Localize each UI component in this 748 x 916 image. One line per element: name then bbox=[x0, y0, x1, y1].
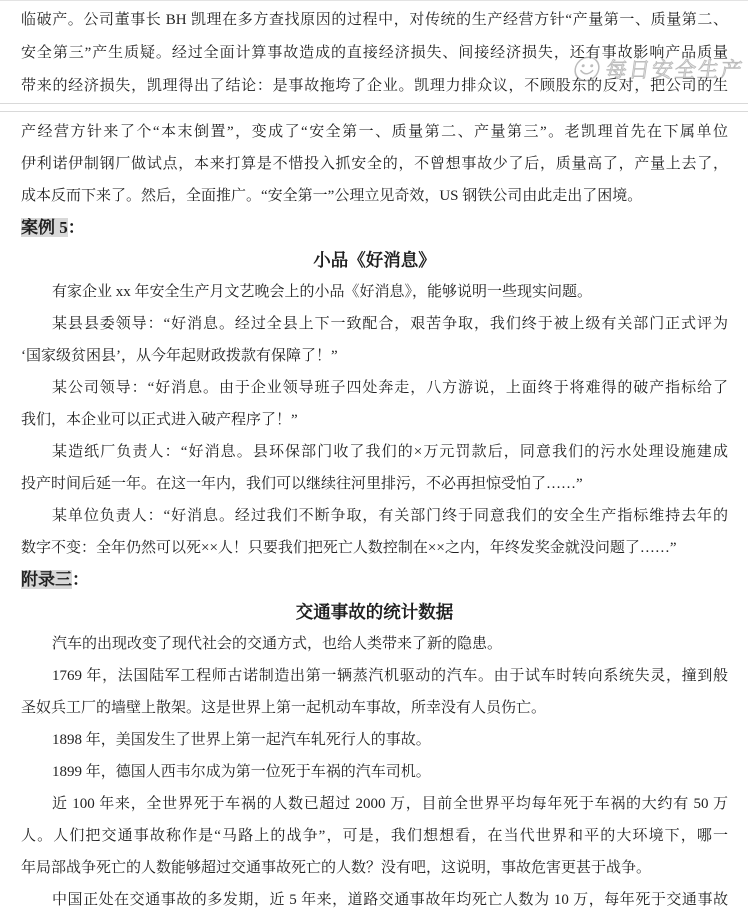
document-content bbox=[0, 1, 748, 916]
stats-heading: 交通事故的统计数据 bbox=[295, 602, 454, 622]
text-line: 临破产。公司董事长 BH 凯理在多方查找原因的过程中，对传统的生产经营方针“产量第一、质量第二、 bbox=[21, 12, 728, 28]
text-line: 1898 年，美国发生了世界上第一起汽车轧死行人的事故。 bbox=[52, 732, 431, 748]
text-line: 投产时间后延一年。在这一年内，我们可以继续往河里排污，不必再担惊受怕了……” bbox=[21, 476, 583, 492]
text-line: 近 100 年来，全世界死于车祸的人数已超过 2000 万，目前全世界平均每年死于车祸的大约有 50 万 bbox=[52, 796, 728, 812]
skit-heading: 小品《好消息》 bbox=[313, 250, 436, 270]
text-line: 产经营方针来了个“本末倒置”，变成了“安全第一、质量第二、产量第三”。老凯理首先在下属单位 bbox=[21, 124, 728, 140]
text-line: 安全第三”产生质疑。经过全面计算事故造成的直接经济损失、间接经济损失，还有事故影响产品质量 bbox=[21, 45, 728, 61]
appendix-label-line bbox=[21, 564, 728, 596]
text-line: 某公司领导：“好消息。由于企业领导班子四处奔走，八方游说，上面终于将难得的破产指标给了 bbox=[52, 380, 728, 396]
page-divider bbox=[0, 103, 748, 112]
text-line: 人。人们把交通事故称作是“马路上的战争”，可是，我们想想看，在当代世界和平的大环境下，哪一 bbox=[21, 828, 728, 844]
text-line: 某县县委领导：“好消息。经过全县上下一致配合，艰苦争取，我们终于被上级有关部门正式评为 bbox=[52, 316, 728, 332]
text-line: 某造纸厂负责人：“好消息。县环保部门收了我们的×万元罚款后，同意我们的污水处理设施建成 bbox=[52, 444, 728, 460]
case5-label-line bbox=[21, 212, 728, 244]
text-line: 年局部战争死亡的人数能够超过交通事故死亡的人数？没有吧，这说明，事故危害更甚于战争。 bbox=[21, 860, 652, 876]
text-line: 伊利诺伊制钢厂做试点，本来打算是不惜投入抓安全的，不曾想事故少了后，质量高了，产量上去了， bbox=[21, 156, 728, 172]
text-line: 1899 年，德国人西韦尔成为第一位死于车祸的汽车司机。 bbox=[52, 764, 431, 780]
text-line: 有家企业 xx 年安全生产月文艺晚会上的小品《好消息》，能够说明一些现实问题。 bbox=[52, 284, 593, 300]
text-line: 汽车的出现改变了现代社会的交通方式，也给人类带来了新的隐患。 bbox=[52, 636, 503, 652]
text-line: 某单位负责人：“好消息。经过我们不断争取，有关部门终于同意我们的安全生产指标维持去年的 bbox=[52, 508, 728, 524]
case5-colon: ： bbox=[67, 218, 85, 237]
text-line: 中国正处在交通事故的多发期，近 5 年来，道路交通事故年均死亡人数为 10 万，每年死于交通事故 bbox=[52, 892, 728, 908]
text-line: 圣奴兵工厂的墙壁上散架。这是世界上第一起机动车事故，所幸没有人员伤亡。 bbox=[21, 700, 547, 716]
text-line: 带来的经济损失，凯理得出了结论：是事故拖垮了企业。凯理力排众议，不顾股东的反对，把公司的生 bbox=[21, 78, 728, 94]
appendix-colon: ： bbox=[72, 570, 89, 589]
text-line: ‘国家级贫困县’，从今年起财政拨款有保障了！” bbox=[21, 348, 338, 364]
watermark-label: 每日安全生产 bbox=[604, 58, 746, 82]
bottom-page-fragment bbox=[0, 112, 748, 916]
text-line: 成本反而下来了。然后，全面推广。“安全第一”公理立见奇效，US 钢铁公司由此走出了困境。 bbox=[21, 188, 643, 204]
case5-label: 案例 5 bbox=[21, 218, 68, 237]
text-line: 1769 年，法国陆军工程师古诺制造出第一辆蒸汽机驱动的汽车。由于试车时转向系统失灵，撞到般 bbox=[52, 668, 728, 684]
text-line: 数字不变：全年仍然可以死××人！只要我们把死亡人数控制在××之内，年终发奖金就没问题了……” bbox=[21, 540, 677, 556]
top-page-fragment bbox=[0, 1, 748, 103]
appendix-label: 附录三 bbox=[21, 570, 72, 589]
text-line: 我们，本企业可以正式进入破产程序了！” bbox=[21, 412, 298, 428]
